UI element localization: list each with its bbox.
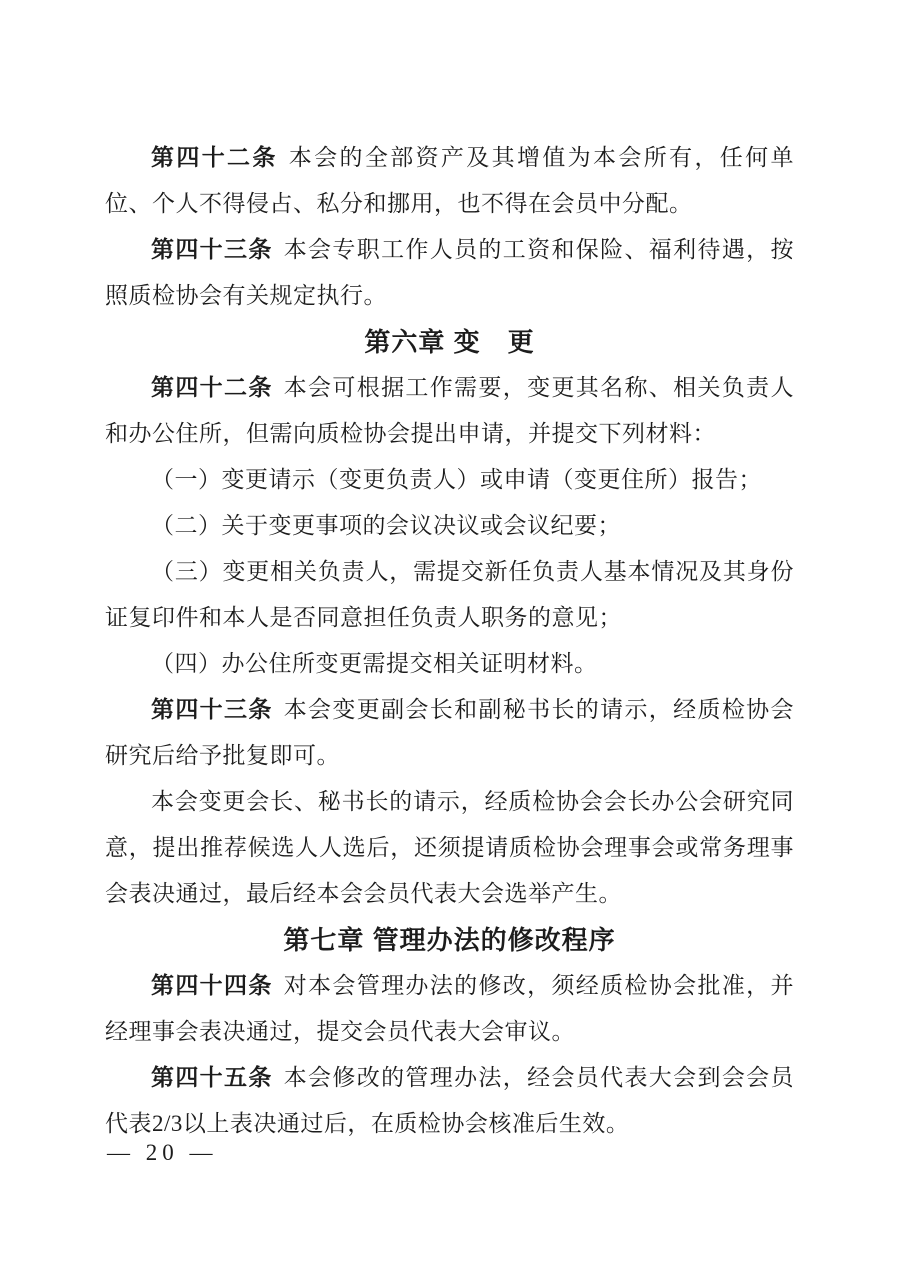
list-item-text: （三）变更相关负责人，需提交新任负责人基本情况及其身份证复印件和本人是否同意担任负责人职务的意见； bbox=[105, 559, 794, 630]
list-item-text: （一）变更请示（变更负责人）或申请（变更住所）报告； bbox=[151, 467, 762, 492]
list-item-text: （四）办公住所变更需提交相关证明材料。 bbox=[151, 651, 598, 676]
article-text: 本会专职工作人员的工资和保险、福利待遇，按照质检协会有关规定执行。 bbox=[105, 237, 795, 308]
article-number: 第四十三条 bbox=[151, 237, 273, 262]
article-paragraph bbox=[105, 365, 794, 457]
article-number: 第四十五条 bbox=[151, 1065, 273, 1090]
article-number: 第四十二条 bbox=[151, 145, 278, 170]
article-text: 本会的全部资产及其增值为本会所有，任何单位、个人不得侵占、私分和挪用，也不得在会员中分配。 bbox=[105, 145, 795, 216]
chapter-heading: 第六章 变 更 bbox=[364, 327, 535, 357]
article-number: 第四十二条 bbox=[151, 375, 273, 400]
list-item-text: （二）关于变更事项的会议决议或会议纪要； bbox=[151, 513, 621, 538]
chapter-heading: 第七章 管理办法的修改程序 bbox=[283, 925, 616, 955]
article-paragraph bbox=[105, 1055, 794, 1147]
article-paragraph bbox=[105, 135, 794, 227]
article-number: 第四十三条 bbox=[151, 697, 273, 722]
article-text: 本会变更会长、秘书长的请示，经质检协会会长办公会研究同意，提出推荐候选人人选后，还须提请质检协会理事会或常务理事会表决通过，最后经本会会员代表大会选举产生。 bbox=[105, 789, 794, 906]
list-item bbox=[105, 641, 794, 687]
list-item bbox=[105, 549, 794, 641]
list-item bbox=[105, 457, 794, 503]
article-paragraph bbox=[105, 963, 794, 1055]
page-number: — 20 — bbox=[107, 1140, 218, 1165]
article-text: 本会可根据工作需要，变更其名称、相关负责人和办公住所，但需向质检协会提出申请，并提交下列材料： bbox=[105, 375, 795, 446]
article-paragraph bbox=[105, 227, 794, 319]
article-paragraph bbox=[105, 779, 794, 917]
article-number: 第四十四条 bbox=[151, 973, 273, 998]
article-text: 本会变更副会长和副秘书长的请示，经质检协会研究后给予批复即可。 bbox=[105, 697, 795, 768]
article-paragraph bbox=[105, 687, 794, 779]
document-body bbox=[105, 135, 794, 1147]
list-item bbox=[105, 503, 794, 549]
article-text: 本会修改的管理办法，经会员代表大会到会会员代表2/3以上表决通过后，在质检协会核准后生效。 bbox=[105, 1065, 795, 1136]
article-text: 对本会管理办法的修改，须经质检协会批准，并经理事会表决通过，提交会员代表大会审议。 bbox=[105, 973, 795, 1044]
